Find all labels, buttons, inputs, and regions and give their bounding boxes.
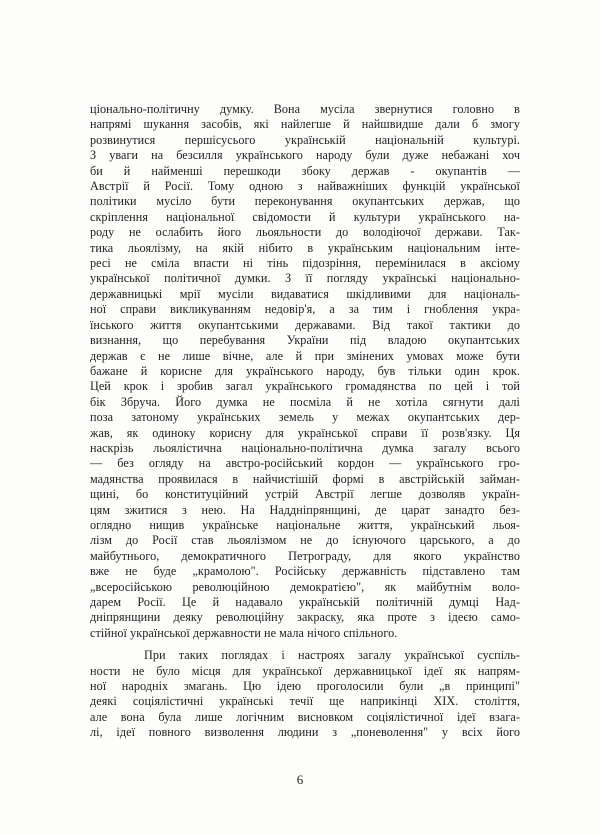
text-line: бажане й корисне для українського народу, був тільки один крок.	[90, 363, 520, 378]
text-line: але вона була лише логічним висновком соціялістичної ідеї взага-	[90, 709, 520, 724]
text-line: стійної української державности не мала нічого спільного.	[90, 625, 398, 640]
text-line: напрямі шукання засобів, які найлегше й найшвидше дали б змогу	[90, 117, 520, 132]
text-line: скріплення національної свідомости й культури українського на-	[90, 209, 520, 224]
text-line: поза затоному українських земель у межах окупантських дер-	[90, 410, 520, 425]
text-line: жав, як одиноку корисну для української справи її розв'язку. Ця	[90, 425, 520, 440]
text-line: бік Збруча. Його думка не посміла й не хотіла сягнути далі	[90, 394, 520, 409]
text-line: наскрізь льоялістична національно-політична думка загалу всього	[90, 440, 520, 455]
text-line: „всеросійською революційною демократією", як майбутнім воло-	[90, 579, 520, 594]
text-line: Цей крок і зробив загал українського громадянства по цей і той	[90, 379, 520, 394]
text-line: — без огляду на австро-російський кордон — українського гро-	[90, 456, 520, 471]
text-line: лізм до Росії став льоялізмом не до існуючого царського, а до	[90, 533, 520, 548]
text-line: оглядно нищив українське національне життя, український льоя-	[90, 517, 520, 532]
page-number: 6	[296, 772, 304, 787]
paragraph-gap	[90, 641, 520, 648]
body-text	[90, 102, 520, 741]
text-line: визнання, що перебування України під владою окупантських	[90, 333, 520, 348]
text-line: лі, ідеї повного визволення людини з „поневолення" у всіх його	[90, 725, 520, 740]
text-line: ресі не сміла впасти ні тінь підозріння, перемінилася в аксіому	[90, 256, 520, 271]
text-line: ної справи викликуванням недовір'я, а за тим і гноблення укра-	[90, 302, 520, 317]
text-line: вже не буде „крамолою". Російську державність підставлено там	[90, 564, 520, 579]
text-line: розвинутися першісусього українській національній культурі.	[90, 132, 520, 147]
text-line: дарем Росії. Це й надавало українській політичній думці Над-	[90, 595, 520, 609]
text-line: тика льоялізму, на якій нібито в українським національним інте-	[90, 240, 520, 255]
text-line: При таких поглядах і настроях загалу української суспіль-	[144, 648, 520, 663]
text-line: роду не ослабить його льояльности до володіючої держави. Так-	[90, 225, 520, 240]
text-line: Австрії й Росії. Тому одною з найважніших функцій української	[90, 179, 520, 194]
text-line: ної народніх змагань. Цю ідею проголосили були „в принципі"	[90, 679, 520, 694]
text-line: української політичної думки. З її погляду українські національно-	[90, 271, 520, 286]
text-line: З уваги на безсилля українського народу були дуже небажані хоч	[90, 148, 520, 163]
text-line: би й найменші перешкоди збоку держав - окупантів —	[90, 163, 520, 178]
text-line: щині, бо конституційний устрій Австрії легше дозволяв україн-	[90, 487, 520, 502]
text-line: майбутнього, демократичного Петрограду, для якого українство	[90, 548, 520, 563]
text-line: цям зжитися з нею. На Наддніпрянщині, де царат занадто без-	[90, 502, 520, 517]
text-line: ности не було місця для української державницької ідеї як напрям-	[90, 663, 520, 678]
text-line: державницькі мрії мусіли видаватися шкідливими для національ-	[90, 286, 520, 301]
text-line: мадянства проявилася в найчистішій формі в австрійській займан-	[90, 471, 520, 486]
text-line: деякі соціялістичні українські течії ще наприкінці XIX. століття,	[90, 694, 520, 709]
text-line: дніпрянщини деяку революційну закраску, яка проте з ідеєю само-	[90, 610, 520, 625]
text-line: політики мусіло бути переконування окупантських держав, що	[90, 194, 520, 209]
text-line: ціонально-політичну думку. Вона мусіла звернутися головно в	[90, 102, 520, 116]
text-line: їнського життя окупантськими державами. Від такої тактики до	[90, 317, 520, 332]
text-line: держав є не лише вічне, але й при змінених умовах може бути	[90, 348, 520, 363]
